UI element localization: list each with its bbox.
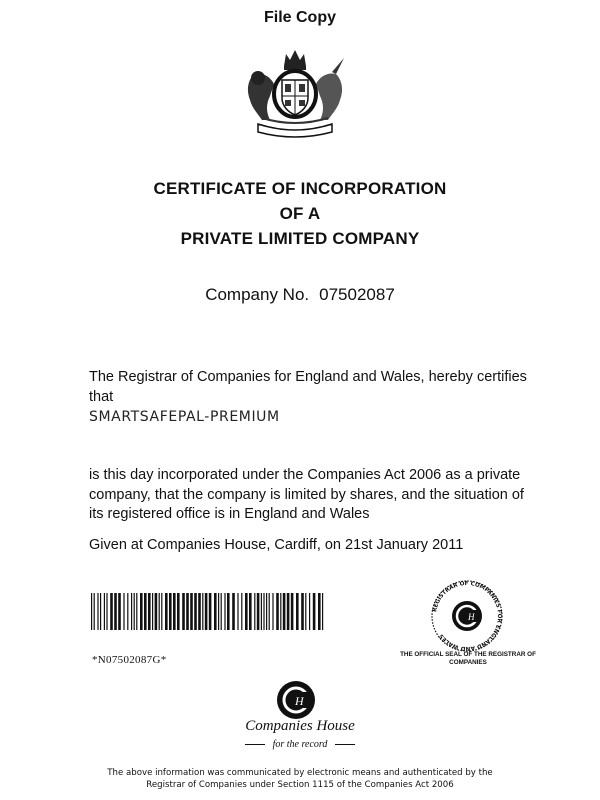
- certificate-title-line3: PRIVATE LIMITED COMPANY: [180, 229, 420, 248]
- tagline-text: for the record: [272, 739, 328, 750]
- barcode-bar: [280, 593, 281, 630]
- company-name: SMARTSAFEPAL-PREMIUM: [89, 409, 280, 425]
- barcode-bar: [123, 593, 124, 630]
- barcode-icon: [91, 593, 327, 630]
- barcode-bar: [182, 593, 185, 630]
- barcode-bar: [177, 593, 180, 630]
- file-copy-heading: File Copy: [263, 9, 336, 26]
- barcode-bar: [127, 593, 128, 630]
- barcode-bar: [221, 593, 222, 630]
- barcode-bar: [100, 593, 101, 630]
- svg-text:H: H: [468, 612, 475, 622]
- barcode-bar: [227, 593, 230, 630]
- barcode-bar: [291, 593, 294, 630]
- certificate-title-line1: CERTIFICATE OF INCORPORATION: [153, 179, 447, 198]
- barcode-bar: [165, 593, 168, 630]
- barcode-bar: [169, 593, 172, 630]
- barcode-bar: [313, 593, 316, 630]
- barcode-bar: [161, 593, 162, 630]
- companies-house-logo-icon: [276, 680, 316, 720]
- barcode-bar: [118, 593, 121, 630]
- barcode-bar: [91, 593, 92, 630]
- barcode-bar: [257, 593, 260, 630]
- barcode-text: *N07502087G*: [92, 654, 167, 666]
- barcode-bar: [309, 593, 310, 630]
- seal-label: THE OFFICIAL SEAL OF THE REGISTRAR OF COMPANIES: [400, 651, 536, 666]
- barcode-bar: [205, 593, 208, 630]
- companies-house-tagline: [0, 739, 600, 750]
- barcode-bar: [134, 593, 135, 630]
- barcode-bar: [148, 593, 151, 630]
- barcode-bar: [263, 593, 264, 630]
- barcode-bar: [232, 593, 235, 630]
- footer-note: [50, 767, 550, 791]
- barcode-bar: [261, 593, 262, 630]
- barcode-bar: [245, 593, 248, 630]
- barcode-bar: [276, 593, 279, 630]
- registrar-seal-icon: [428, 580, 506, 652]
- tagline-rule-left: [245, 744, 265, 745]
- barcode-bar: [296, 593, 299, 630]
- barcode-bar: [254, 593, 255, 630]
- barcode-bar: [214, 593, 217, 630]
- certificate-title-line2: OF A: [279, 204, 321, 223]
- barcode-bar: [97, 593, 98, 630]
- barcode-bar: [114, 593, 117, 630]
- barcode-bar: [159, 593, 160, 630]
- barcode-bar: [209, 593, 212, 630]
- given-at-paragraph: Given at Companies House, Cardiff, on 21st January 2011: [89, 537, 464, 553]
- barcode-bar: [318, 593, 321, 630]
- barcode-bar: [94, 593, 95, 630]
- barcode-bar: [322, 593, 323, 630]
- barcode-bar: [194, 593, 197, 630]
- barcode-bar: [241, 593, 242, 630]
- footer-line1: The above information was communicated by electronic means and authenticated by the: [107, 768, 493, 778]
- barcode-bar: [249, 593, 252, 630]
- barcode-bar: [190, 593, 193, 630]
- barcode-bar: [173, 593, 176, 630]
- tagline-rule-right: [335, 744, 355, 745]
- barcode-bar: [110, 593, 113, 630]
- royal-coat-of-arms-icon: [240, 44, 350, 140]
- company-number-line: [0, 285, 600, 305]
- barcode-bar: [301, 593, 304, 630]
- barcode-bar: [152, 593, 153, 630]
- barcode-bar: [283, 593, 286, 630]
- barcode-bar: [140, 593, 143, 630]
- barcode-bar: [131, 593, 132, 630]
- company-number-label: Company No.: [205, 285, 310, 304]
- barcode-bar: [272, 593, 273, 630]
- certifies-paragraph: The Registrar of Companies for England and Wales, hereby certifies that: [89, 369, 527, 405]
- barcode-bar: [104, 593, 105, 630]
- barcode-bar: [266, 593, 267, 630]
- barcode-bar: [202, 593, 203, 630]
- barcode-bar: [106, 593, 107, 630]
- barcode-bar: [237, 593, 238, 630]
- barcode-bar: [198, 593, 201, 630]
- svg-text:REGISTRAR OF COMPANIES FOR ENG: REGISTRAR OF COMPANIES FOR ENGLAND AND WALES: [432, 580, 503, 652]
- barcode-bar: [144, 593, 147, 630]
- company-number-value: 07502087: [319, 285, 395, 304]
- companies-house-name: Companies House: [245, 718, 355, 734]
- svg-text:H: H: [295, 694, 304, 708]
- barcode-bar: [269, 593, 270, 630]
- footer-line2: Registrar of Companies under Section 1115 of the Companies Act 2006: [146, 780, 454, 790]
- barcode-bar: [305, 593, 306, 630]
- barcode-bar: [287, 593, 290, 630]
- barcode-bar: [155, 593, 158, 630]
- incorporated-paragraph: is this day incorporated under the Companies Act 2006 as a private company, that the company is limited by shares, and the situation of its registered office is in England and Wales: [89, 467, 524, 522]
- barcode-bar: [218, 593, 219, 630]
- barcode-bar: [186, 593, 189, 630]
- barcode-bar: [136, 593, 137, 630]
- barcode-bar: [224, 593, 225, 630]
